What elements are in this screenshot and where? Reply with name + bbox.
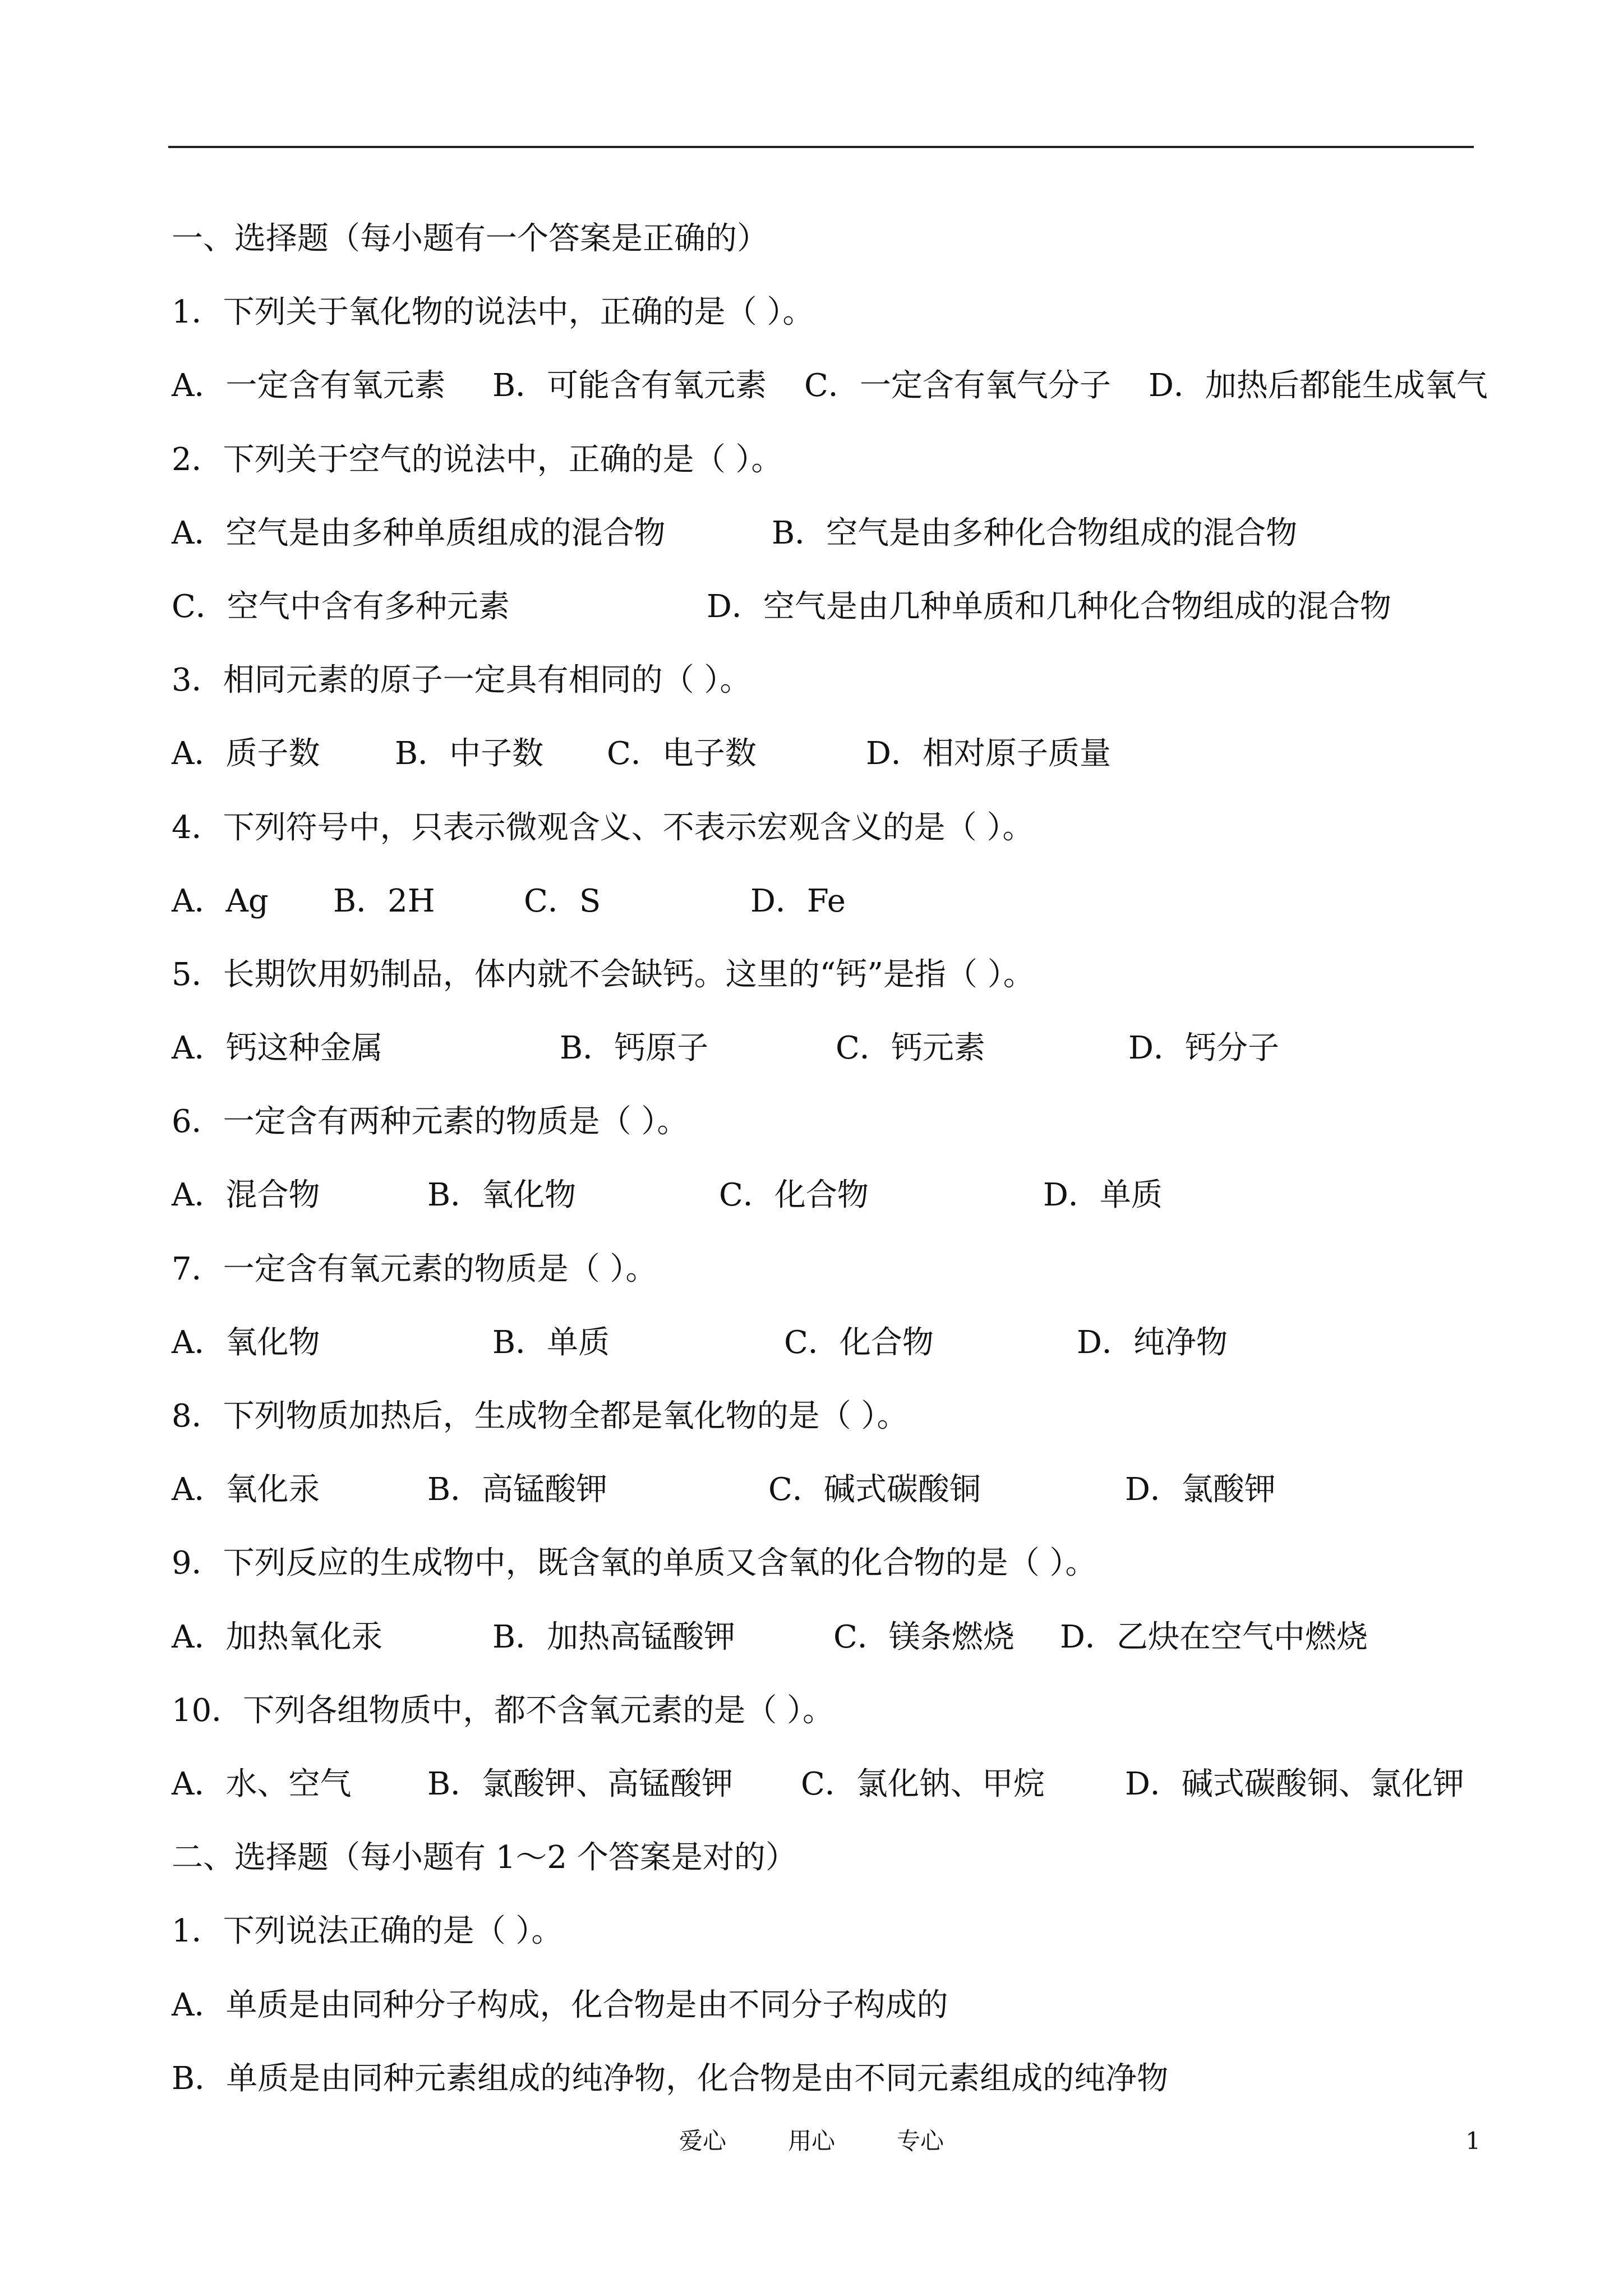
- question-10-options: [172, 1747, 1484, 1821]
- question-2-options-row-1: [172, 496, 1484, 570]
- q6-option-b: B．氧化物: [427, 1177, 577, 1214]
- q7-option-b: B．单质: [492, 1324, 610, 1361]
- q3-option-b: B．中子数: [395, 735, 544, 772]
- section-2-question-1-stem: 1．下列说法正确的是（ ）。: [172, 1913, 563, 1950]
- q1-option-c: C．一定含有氧气分子: [804, 367, 1111, 404]
- q3-option-a: A．质子数: [172, 735, 320, 772]
- q8-option-b: B．高锰酸钾: [427, 1471, 608, 1508]
- q6-option-a: A．混合物: [172, 1177, 320, 1214]
- q3-option-d: D．相对原子质量: [866, 735, 1111, 772]
- q9-option-d: D．乙炔在空气中燃烧: [1060, 1618, 1368, 1655]
- question-7-stem: 7．一定含有氧元素的物质是（ ）。: [172, 1250, 657, 1287]
- q10-option-d: D．碱式碳酸铜、氯化钾: [1125, 1765, 1464, 1802]
- q7-option-d: D．纯净物: [1077, 1324, 1228, 1361]
- question-2-options-row-2: [172, 570, 1484, 643]
- section-2-heading: 二、选择题（每小题有 1～2 个答案是对的）: [172, 1839, 797, 1876]
- q7-option-c: C．化合物: [784, 1324, 934, 1361]
- q8-option-c: C．碱式碳酸铜: [768, 1471, 981, 1508]
- q5-option-c: C．钙元素: [836, 1030, 985, 1067]
- q10-option-b: B．氯酸钾、高锰酸钾: [427, 1765, 734, 1802]
- q7-option-a: A．氧化物: [172, 1324, 320, 1361]
- q4-option-d: D．Fe: [750, 882, 846, 919]
- question-9-options: [172, 1600, 1484, 1674]
- q2-option-b: B．空气是由多种化合物组成的混合物: [772, 514, 1298, 551]
- q8-option-d: D．氯酸钾: [1125, 1471, 1276, 1508]
- question-3-options: [172, 717, 1484, 790]
- page-number: 1: [1465, 2127, 1481, 2155]
- footer-motto: [0, 2124, 1623, 2158]
- question-4-options: [172, 864, 1484, 938]
- question-9-stem: 9．下列反应的生成物中，既含氧的单质又含氧的化合物的是（ ）。: [172, 1545, 1097, 1582]
- q10-option-a: A．水、空气: [172, 1765, 352, 1802]
- q5-option-a: A．钙这种金属: [172, 1030, 383, 1067]
- document-body: [172, 202, 1488, 2115]
- q4-option-c: C．S: [524, 882, 601, 919]
- question-7-options: [172, 1306, 1484, 1379]
- q6-option-d: D．单质: [1043, 1177, 1163, 1214]
- q3-option-c: C．电子数: [607, 735, 757, 772]
- q5-option-b: B．钙原子: [560, 1030, 709, 1067]
- q2-option-d: D．空气是由几种单质和几种化合物组成的混合物: [707, 588, 1391, 625]
- q1-option-a: A．一定含有氧元素: [172, 367, 446, 404]
- q9-option-b: B．加热高锰酸钾: [492, 1618, 736, 1655]
- question-3-stem: 3．相同元素的原子一定具有相同的（ ）。: [172, 662, 751, 699]
- q6-option-c: C．化合物: [719, 1177, 869, 1214]
- question-5-stem: 5．长期饮用奶制品，体内就不会缺钙。这里的“钙”是指（ ）。: [172, 956, 1035, 993]
- footer-item-2: 用心: [787, 2127, 835, 2155]
- q4-option-b: B．2H: [333, 882, 435, 919]
- question-1-stem: 1．下列关于氧化物的说法中，正确的是（ ）。: [172, 294, 814, 331]
- question-4-stem: 4．下列符号中，只表示微观含义、不表示宏观含义的是（ ）。: [172, 809, 1034, 846]
- question-8-options: [172, 1453, 1484, 1526]
- q9-option-c: C．镁条燃烧: [833, 1618, 1015, 1655]
- q2-option-a: A．空气是由多种单质组成的混合物: [172, 514, 666, 551]
- q10-option-c: C．氯化钠、甲烷: [801, 1765, 1045, 1802]
- s2-q1-option-a: A．单质是由同种分子构成，化合物是由不同分子构成的: [172, 1986, 948, 2023]
- q1-option-d: D．加热后都能生成氧气: [1149, 367, 1488, 404]
- question-1-options: [172, 349, 1488, 422]
- question-6-stem: 6．一定含有两种元素的物质是（ ）。: [172, 1103, 689, 1140]
- question-2-stem: 2．下列关于空气的说法中，正确的是（ ）。: [172, 441, 783, 478]
- question-8-stem: 8．下列物质加热后，生成物全都是氧化物的是（ ）。: [172, 1398, 909, 1434]
- header-rule: [168, 146, 1474, 148]
- q1-option-b: B．可能含有氧元素: [492, 367, 767, 404]
- question-6-options: [172, 1158, 1484, 1232]
- footer-item-1: 爱心: [679, 2127, 726, 2155]
- section-1-heading: 一、选择题（每小题有一个答案是正确的）: [172, 220, 768, 257]
- question-5-options: [172, 1011, 1484, 1085]
- footer-item-3: 专心: [897, 2127, 944, 2155]
- q2-option-c: C．空气中含有多种元素: [172, 588, 510, 625]
- q5-option-d: D．钙分子: [1128, 1030, 1279, 1067]
- question-10-stem: 10．下列各组物质中，都不含氧元素的是（ ）。: [172, 1692, 834, 1729]
- q4-option-a: A．Ag: [172, 882, 269, 919]
- s2-q1-option-b: B．单质是由同种元素组成的纯净物，化合物是由不同元素组成的纯净物: [172, 2060, 1169, 2097]
- q8-option-a: A．氧化汞: [172, 1471, 320, 1508]
- q9-option-a: A．加热氧化汞: [172, 1618, 383, 1655]
